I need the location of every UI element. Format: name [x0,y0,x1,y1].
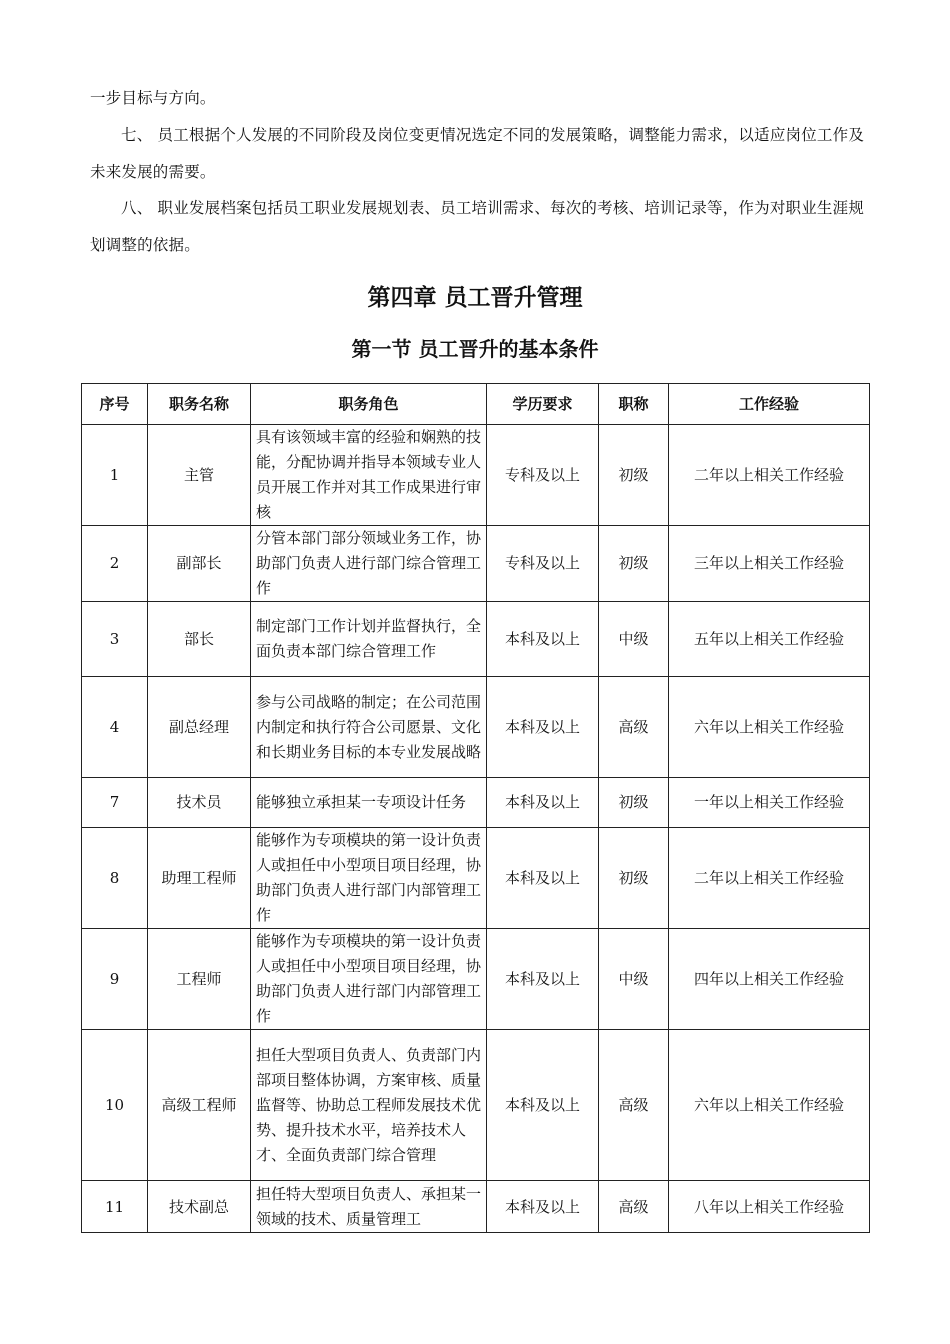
cell-education: 本科及以上 [487,1181,599,1233]
cell-rank: 中级 [599,929,669,1030]
cell-rank: 初级 [599,778,669,828]
header-no: 序号 [82,384,148,425]
header-role: 职务角色 [251,384,487,425]
cell-no: 3 [82,602,148,677]
cell-role: 分管本部门部分领域业务工作，协助部门负责人进行部门综合管理工作 [251,526,487,602]
cell-role: 具有该领域丰富的经验和娴熟的技能，分配协调并指导本领域专业人员开展工作并对其工作成果进行审核 [251,425,487,526]
cell-title: 工程师 [148,929,251,1030]
table-row [82,828,870,929]
table-row [82,778,870,828]
cell-role: 参与公司战略的制定；在公司范围内制定和执行符合公司愿景、文化和长期业务目标的本专业发展战略 [251,677,487,778]
paragraph-item-7: 七、 员工根据个人发展的不同阶段及岗位变更情况选定不同的发展策略，调整能力需求，以适应岗位工作及未来发展的需要。 [90,126,865,181]
cell-education: 本科及以上 [487,778,599,828]
header-education: 学历要求 [487,384,599,425]
cell-experience: 八年以上相关工作经验 [669,1181,870,1233]
cell-education: 专科及以上 [487,425,599,526]
cell-no: 11 [82,1181,148,1233]
cell-title: 技术员 [148,778,251,828]
cell-experience: 二年以上相关工作经验 [669,425,870,526]
cell-no: 4 [82,677,148,778]
cell-role: 能够独立承担某一专项设计任务 [251,778,487,828]
cell-experience: 四年以上相关工作经验 [669,929,870,1030]
chapter-title: 第四章 员工晋升管理 [367,285,583,311]
cell-experience: 一年以上相关工作经验 [669,778,870,828]
cell-title: 高级工程师 [148,1030,251,1181]
cell-rank: 中级 [599,602,669,677]
cell-rank: 高级 [599,677,669,778]
section-title: 第一节 员工晋升的基本条件 [351,337,599,361]
cell-education: 本科及以上 [487,828,599,929]
cell-title: 副总经理 [148,677,251,778]
cell-education: 本科及以上 [487,602,599,677]
cell-experience: 六年以上相关工作经验 [669,677,870,778]
cell-education: 本科及以上 [487,1030,599,1181]
cell-title: 副部长 [148,526,251,602]
cell-title: 部长 [148,602,251,677]
table-row [82,1030,870,1181]
cell-education: 本科及以上 [487,677,599,778]
cell-education: 本科及以上 [487,929,599,1030]
cell-no: 8 [82,828,148,929]
cell-title: 技术副总 [148,1181,251,1233]
cell-role: 担任特大型项目负责人、承担某一领域的技术、质量管理工 [251,1181,487,1233]
table-header-row [82,384,870,425]
table-row [82,425,870,526]
cell-no: 7 [82,778,148,828]
cell-role: 能够作为专项模块的第一设计负责人或担任中小型项目项目经理，协助部门负责人进行部门内部管理工作 [251,828,487,929]
cell-education: 专科及以上 [487,526,599,602]
table-row [82,929,870,1030]
cell-title: 主管 [148,425,251,526]
cell-no: 10 [82,1030,148,1181]
table-row [82,1181,870,1233]
cell-rank: 高级 [599,1181,669,1233]
cell-experience: 五年以上相关工作经验 [669,602,870,677]
cell-no: 1 [82,425,148,526]
header-title: 职务名称 [148,384,251,425]
cell-role: 制定部门工作计划并监督执行，全面负责本部门综合管理工作 [251,602,487,677]
cell-experience: 六年以上相关工作经验 [669,1030,870,1181]
cell-rank: 初级 [599,425,669,526]
cell-experience: 二年以上相关工作经验 [669,828,870,929]
cell-rank: 初级 [599,828,669,929]
header-experience: 工作经验 [669,384,870,425]
cell-rank: 初级 [599,526,669,602]
cell-experience: 三年以上相关工作经验 [669,526,870,602]
table-row [82,677,870,778]
table-row [82,526,870,602]
cell-rank: 高级 [599,1030,669,1181]
cell-role: 担任大型项目负责人、负责部门内部项目整体协调，方案审核、质量监督等、协助总工程师发展技术优势、提升技术水平，培养技术人才、全面负责部门综合管理 [251,1030,487,1181]
promotion-conditions-table [81,383,870,1233]
cell-role: 能够作为专项模块的第一设计负责人或担任中小型项目项目经理，协助部门负责人进行部门内部管理工作 [251,929,487,1030]
table-row [82,602,870,677]
cell-no: 9 [82,929,148,1030]
paragraph-continuation: 一步目标与方向。 [90,89,216,107]
cell-title: 助理工程师 [148,828,251,929]
cell-no: 2 [82,526,148,602]
paragraph-item-8: 八、 职业发展档案包括员工职业发展规划表、员工培训需求、每次的考核、培训记录等，作为对职业生涯规划调整的依据。 [90,199,865,254]
header-rank: 职称 [599,384,669,425]
